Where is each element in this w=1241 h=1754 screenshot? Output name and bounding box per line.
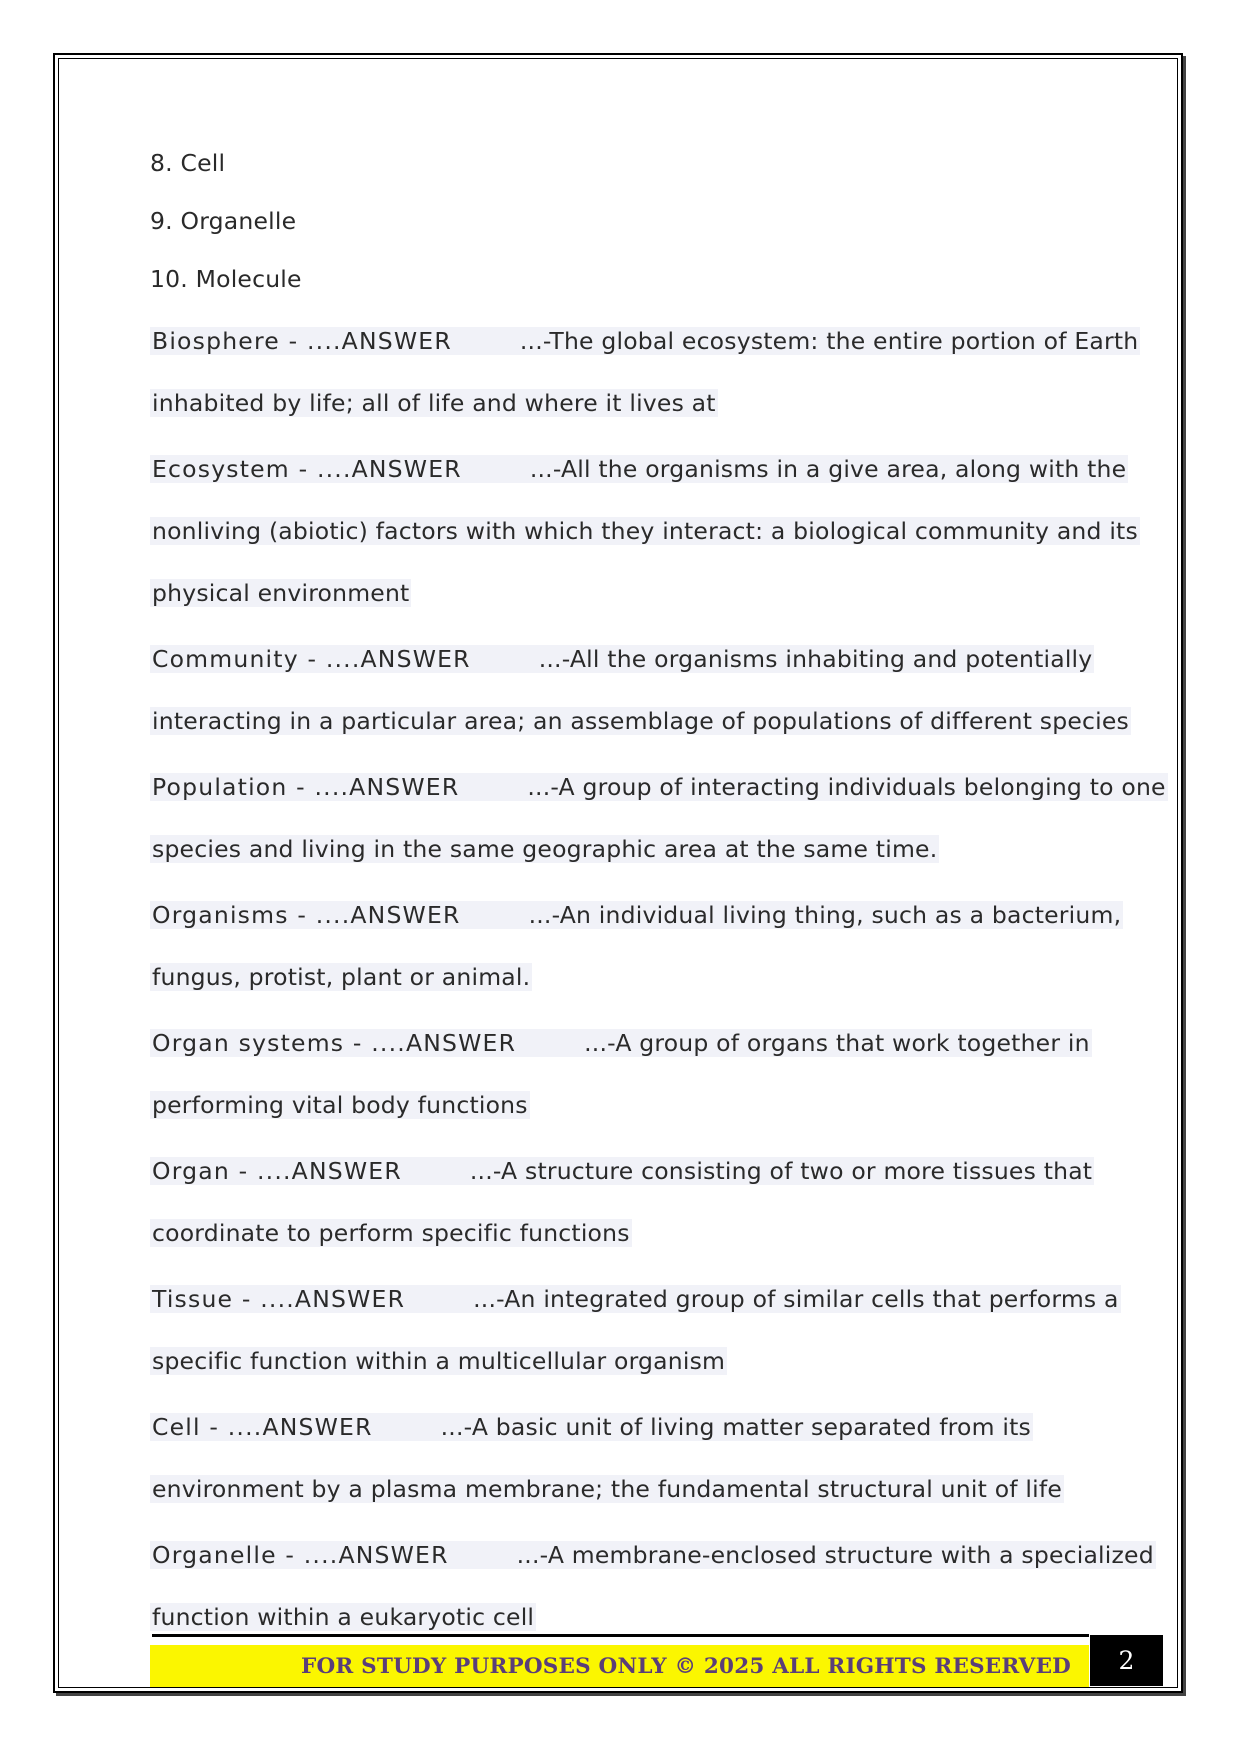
definition-line <box>150 832 1090 894</box>
definition-text: function within a eukaryotic cell <box>152 1603 535 1631</box>
definition-line <box>150 514 1138 576</box>
definition-entry <box>150 1410 1090 1534</box>
definition-entry <box>150 642 1129 766</box>
definition-first-line <box>150 770 1166 832</box>
term-separator: - <box>298 645 326 673</box>
answer-marker: ....ANSWER <box>316 455 462 483</box>
definition-term: Cell <box>152 1413 201 1441</box>
definition-term: Biosphere <box>152 327 280 355</box>
highlighted-text <box>150 389 718 417</box>
definition-first-line <box>150 642 1093 704</box>
term-separator: - <box>233 1285 261 1313</box>
answer-marker: ....ANSWER <box>257 1157 402 1185</box>
definition-first-line <box>150 898 1122 960</box>
definition-line <box>150 1344 1090 1406</box>
definition-term: Organ systems <box>152 1029 345 1057</box>
definition-first-line <box>150 324 1139 386</box>
definition-line <box>150 386 1090 448</box>
definition-first-line <box>150 1026 1090 1088</box>
definition-text: fungus, protist, plant or animal. <box>152 963 531 991</box>
definition-entry <box>150 1538 1154 1662</box>
definition-text: interacting in a particular area; an assemblage of populations of different species <box>152 707 1129 735</box>
definition-term: Organelle <box>152 1541 277 1569</box>
highlighted-text <box>150 1541 1156 1569</box>
definition-text: ...-An individual living thing, such as a bacterium, <box>528 901 1122 929</box>
highlighted-text <box>150 835 939 863</box>
highlighted-text <box>150 707 1131 735</box>
definition-line <box>150 704 1129 766</box>
definition-line <box>150 1472 1090 1534</box>
footer-band <box>150 1645 1089 1687</box>
definition-entry <box>150 1026 1090 1150</box>
highlighted-text <box>150 773 1168 801</box>
definition-term: Population <box>152 773 288 801</box>
definition-term: Organ <box>152 1157 230 1185</box>
highlighted-text <box>150 1091 530 1119</box>
definition-line <box>150 1088 1090 1150</box>
definition-text: species and living in the same geographic area at the same time. <box>152 835 938 863</box>
definition-text: coordinate to perform specific functions <box>152 1219 630 1247</box>
definition-text: environment by a plasma membrane; the fundamental structural unit of life <box>152 1475 1062 1503</box>
definition-text: physical environment <box>152 579 410 607</box>
definition-text: ...-The global ecosystem: the entire portion of Earth <box>519 327 1139 355</box>
definition-text: ...-A group of interacting individuals belonging to one <box>527 773 1166 801</box>
definition-text: ...-A membrane-enclosed structure with a specialized <box>516 1541 1154 1569</box>
definition-text: inhabited by life; all of life and where it lives at <box>152 389 716 417</box>
definition-text: ...-All the organisms inhabiting and potentially <box>538 645 1093 673</box>
term-separator: - <box>279 327 307 355</box>
definition-entry <box>150 1154 1093 1278</box>
term-separator: - <box>200 1413 228 1441</box>
highlighted-text <box>150 1285 1121 1313</box>
highlighted-text <box>150 517 1140 545</box>
highlighted-text <box>150 327 1140 355</box>
answer-marker: ....ANSWER <box>260 1285 406 1313</box>
term-separator: - <box>288 901 316 929</box>
definition-first-line <box>150 1538 1154 1600</box>
definition-text: ...-A basic unit of living matter separated from its <box>440 1413 1031 1441</box>
definition-line <box>150 576 1090 638</box>
answer-marker: ....ANSWER <box>314 773 460 801</box>
term-separator: - <box>229 1157 257 1185</box>
definition-first-line <box>150 1154 1093 1216</box>
list-item: 10. Molecule <box>150 265 302 293</box>
answer-marker: ....ANSWER <box>315 901 461 929</box>
highlighted-text <box>150 1603 536 1631</box>
highlighted-text <box>150 1475 1064 1503</box>
definition-entry <box>150 324 1139 448</box>
definition-text: specific function within a multicellular organism <box>152 1347 726 1375</box>
highlighted-text <box>150 901 1123 929</box>
highlighted-text <box>150 645 1094 673</box>
highlighted-text <box>150 1219 632 1247</box>
highlighted-text <box>150 1347 727 1375</box>
term-separator: - <box>287 773 315 801</box>
answer-marker: ....ANSWER <box>303 1541 449 1569</box>
definition-line <box>150 960 1090 1022</box>
definition-entry <box>150 1282 1119 1406</box>
definitions-list <box>150 324 1166 1662</box>
definition-first-line <box>150 1282 1119 1344</box>
definition-entry <box>150 452 1138 638</box>
term-separator: - <box>289 455 317 483</box>
definition-text: ...-A group of organs that work together in <box>584 1029 1090 1057</box>
definition-text: ...-An integrated group of similar cells that performs a <box>473 1285 1119 1313</box>
highlighted-text <box>150 455 1128 483</box>
highlighted-text <box>150 1029 1092 1057</box>
page-number: 2 <box>1090 1635 1163 1686</box>
document-body <box>150 146 1166 1662</box>
highlighted-text <box>150 1157 1094 1185</box>
list-item: 9. Organelle <box>150 207 297 235</box>
definition-first-line <box>150 452 1127 514</box>
footer-text: FOR STUDY PURPOSES ONLY © 2025 ALL RIGHTS RESERVED <box>301 1653 1071 1679</box>
answer-marker: ....ANSWER <box>306 327 452 355</box>
highlighted-text <box>150 579 411 607</box>
highlighted-text <box>150 1413 1033 1441</box>
answer-marker: ....ANSWER <box>227 1413 373 1441</box>
answer-marker: ....ANSWER <box>371 1029 517 1057</box>
term-separator: - <box>276 1541 304 1569</box>
definition-entry <box>150 898 1122 1022</box>
definition-line <box>150 1216 1090 1278</box>
footer-rule <box>152 1634 1089 1637</box>
term-separator: - <box>344 1029 372 1057</box>
highlighted-text <box>150 963 532 991</box>
definition-text: ...-A structure consisting of two or more tissues that <box>469 1157 1093 1185</box>
definition-term: Ecosystem <box>152 455 290 483</box>
definition-text: nonliving (abiotic) factors with which they interact: a biological community and its <box>152 517 1138 545</box>
answer-marker: ....ANSWER <box>325 645 471 673</box>
definition-term: Organisms <box>152 901 289 929</box>
definition-term: Community <box>152 645 299 673</box>
definition-entry <box>150 770 1166 894</box>
definition-text: performing vital body functions <box>152 1091 528 1119</box>
list-item: 8. Cell <box>150 149 226 177</box>
definition-first-line <box>150 1410 1090 1472</box>
definition-text: ...-All the organisms in a give area, along with the <box>529 455 1127 483</box>
definition-term: Tissue <box>152 1285 234 1313</box>
